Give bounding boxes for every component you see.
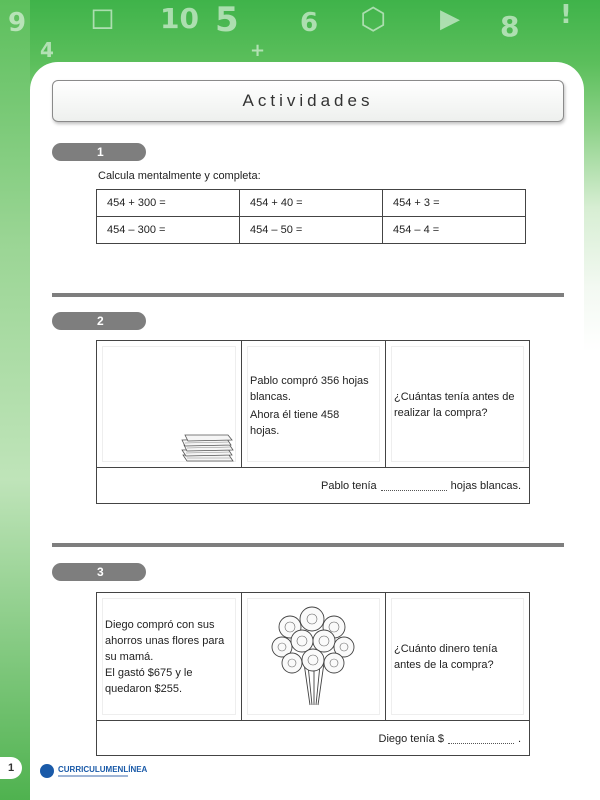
activity-1-tab — [52, 143, 146, 161]
answer-line — [321, 478, 521, 494]
answer-prefix: Pablo tenía — [321, 480, 377, 492]
left-border — [0, 0, 30, 800]
answer-line — [379, 731, 522, 747]
decor-number: 4 — [40, 38, 54, 62]
table-row — [97, 217, 526, 244]
logo-text: CURRICULUMENLÍNEA — [58, 765, 148, 774]
decor-shape: ⬡ — [360, 2, 387, 37]
statement-cell — [97, 593, 242, 720]
table-cell: 454 + 40 = — [240, 190, 383, 217]
answer-blank[interactable] — [381, 490, 447, 491]
image-cell — [97, 341, 242, 467]
statement-text: Pablo compró 356 hojas blancas. — [250, 375, 369, 403]
decor-shape: ! — [560, 0, 572, 30]
answer-row — [97, 467, 529, 504]
activity-number: 2 — [97, 314, 104, 328]
question-cell — [386, 593, 529, 720]
decor-number: 8 — [500, 10, 520, 43]
page-title: Actividades — [242, 91, 374, 110]
statement-text: El gastó $675 y le quedaron $255. — [105, 667, 193, 695]
question-text: ¿Cuánto dinero tenía antes de la compra? — [394, 643, 498, 671]
statement-text: Diego compró con sus ahorros unas flores para su mamá. — [105, 619, 225, 663]
table-cell: 454 + 300 = — [97, 190, 240, 217]
activity-2-box — [96, 340, 530, 504]
decor-shape: + — [250, 40, 266, 61]
paper-stack-icon — [179, 433, 235, 463]
decor-shape: ◻ — [90, 0, 115, 35]
decor-number: 10 — [160, 2, 199, 35]
question-text: ¿Cuántas tenía antes de realizar la compra? — [394, 391, 515, 419]
logo-icon — [40, 764, 54, 778]
answer-row — [97, 720, 529, 756]
activity-3-tab — [52, 563, 146, 581]
answer-suffix: hojas blancas. — [450, 480, 521, 492]
calculation-table — [96, 189, 526, 244]
activity-2-tab — [52, 312, 146, 330]
answer-suffix: . — [517, 733, 521, 745]
question-cell — [386, 341, 529, 467]
activity-number: 3 — [97, 565, 104, 579]
decor-number: 5 — [215, 0, 239, 40]
title-box — [52, 80, 564, 122]
answer-prefix: Diego tenía $ — [378, 733, 444, 745]
table-cell: 454 – 4 = — [383, 217, 526, 244]
table-cell: 454 – 50 = — [240, 217, 383, 244]
statement-cell — [242, 341, 386, 467]
page-number: 1 — [0, 757, 22, 779]
answer-blank[interactable] — [448, 743, 514, 744]
statement-text: Ahora él tiene 458 hojas. — [250, 409, 340, 437]
activity-3-box — [96, 592, 530, 756]
activity-number: 1 — [97, 145, 104, 159]
table-cell: 454 – 300 = — [97, 217, 240, 244]
flower-bouquet-icon — [268, 605, 358, 709]
table-cell: 454 + 3 = — [383, 190, 526, 217]
decor-shape: ▶ — [440, 4, 460, 34]
decor-number: 9 — [8, 8, 27, 38]
decor-number: 6 — [300, 8, 319, 38]
table-row — [97, 190, 526, 217]
logo-tagline-bar — [58, 775, 128, 777]
activity-1-instruction: Calcula mentalmente y completa: — [98, 170, 261, 182]
section-divider — [52, 293, 564, 297]
section-divider — [52, 543, 564, 547]
image-cell — [242, 593, 386, 720]
